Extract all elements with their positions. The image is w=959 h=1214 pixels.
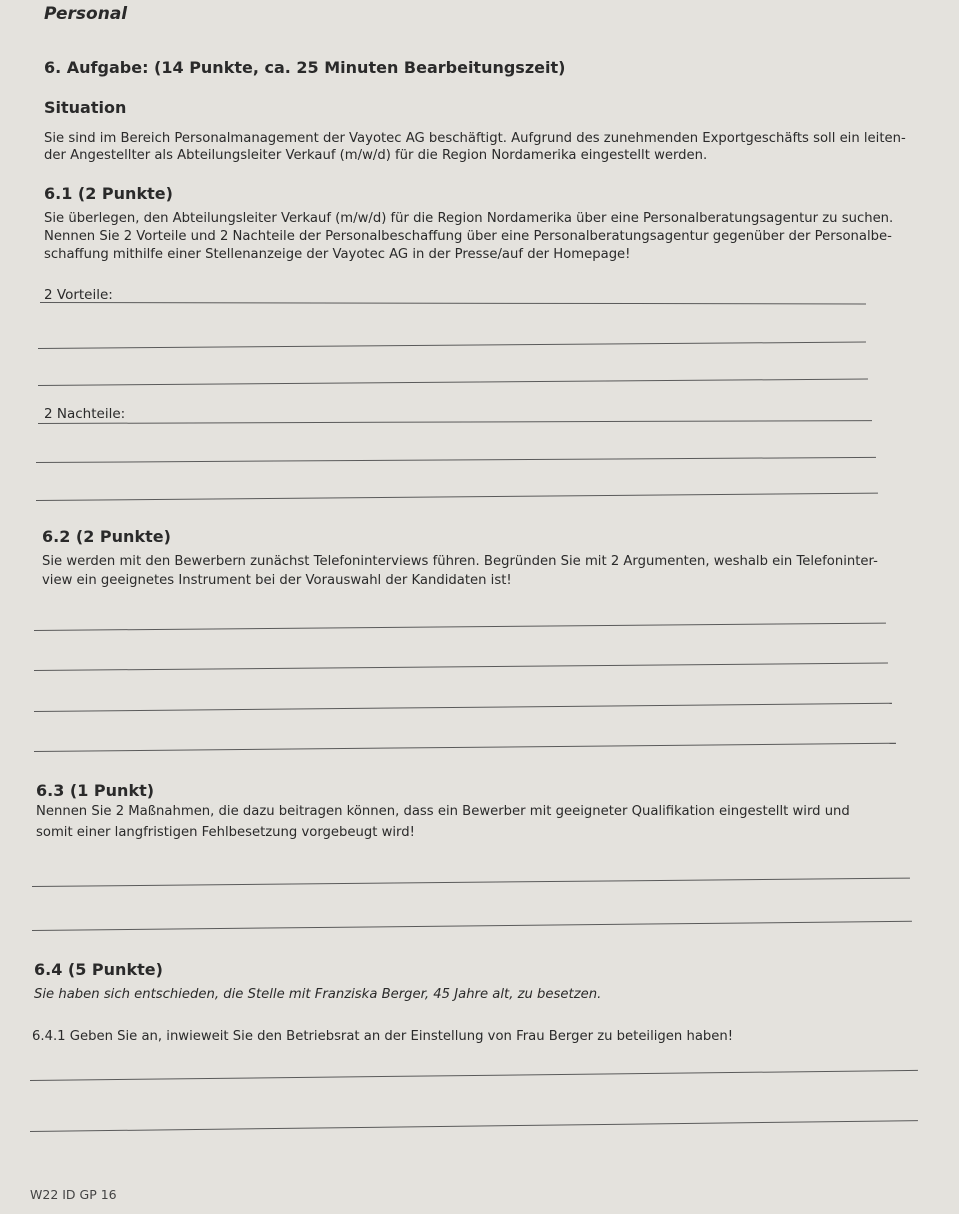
q64-intro: Sie haben sich entschieden, die Stelle mit Franziska Berger, 45 Jahre alt, zu besetzen. <box>34 987 602 1002</box>
answer-line[interactable] <box>32 878 910 887</box>
q64-heading: 6.4 (5 Punkte) <box>34 960 163 979</box>
answer-line[interactable] <box>34 743 896 752</box>
q61-text-line-2: Nennen Sie 2 Vorteile und 2 Nachteile der Personalbeschaffung über eine Personalberatungsagentur gegenüber der Personalbe- <box>44 229 892 244</box>
situation-text-line-2: der Angestellter als Abteilungsleiter Verkauf (m/w/d) für die Region Nordamerika eingestellt werden. <box>44 148 708 163</box>
subject-header: Personal <box>44 4 128 24</box>
answer-line[interactable] <box>38 420 872 424</box>
q62-text-line-1: Sie werden mit den Bewerbern zunächst Telefoninterviews führen. Begründen Sie mit 2 Argumenten, weshalb ein Telefoninter- <box>42 554 878 569</box>
q62-text-line-2: view ein geeignetes Instrument bei der Vorauswahl der Kandidaten ist! <box>42 573 512 588</box>
q61-heading: 6.1 (2 Punkte) <box>44 184 173 203</box>
answer-line[interactable] <box>36 493 878 501</box>
q63-heading: 6.3 (1 Punkt) <box>36 781 155 800</box>
answer-line[interactable] <box>36 457 876 463</box>
answer-line[interactable] <box>34 703 892 712</box>
advantages-label: 2 Vorteile: <box>44 287 113 303</box>
footer-code: W22 ID GP 16 <box>30 1187 117 1202</box>
situation-heading: Situation <box>44 98 127 117</box>
answer-line[interactable] <box>38 341 866 349</box>
disadvantages-label: 2 Nachteile: <box>44 406 126 422</box>
answer-line[interactable] <box>34 623 886 631</box>
task-title: 6. Aufgabe: (14 Punkte, ca. 25 Minuten Bearbeitungszeit) <box>44 58 566 77</box>
q641-text: 6.4.1 Geben Sie an, inwieweit Sie den Betriebsrat an der Einstellung von Frau Berger zu beteiligen haben! <box>32 1029 734 1044</box>
situation-text-line-1: Sie sind im Bereich Personalmanagement der Vayotec AG beschäftigt. Aufgrund des zunehmenden Exportgeschäfts soll ein leiten- <box>44 131 906 146</box>
answer-line[interactable] <box>32 921 912 931</box>
answer-line[interactable] <box>30 1070 918 1081</box>
q63-text-line-2: somit einer langfristigen Fehlbesetzung vorgebeugt wird! <box>36 825 415 840</box>
q61-text-line-1: Sie überlegen, den Abteilungsleiter Verkauf (m/w/d) für die Region Nordamerika über eine Personalberatungsagentur zu suchen. <box>44 211 894 226</box>
q61-text-line-3: schaffung mithilfe einer Stellenanzeige der Vayotec AG in der Presse/auf der Homepage! <box>44 247 631 262</box>
answer-line[interactable] <box>38 378 868 386</box>
answer-line[interactable] <box>30 1120 918 1132</box>
q63-text-line-1: Nennen Sie 2 Maßnahmen, die dazu beitragen können, dass ein Bewerber mit geeigneter Qualifikation eingestellt wird und <box>36 804 850 819</box>
q62-heading: 6.2 (2 Punkte) <box>42 527 171 546</box>
answer-line[interactable] <box>34 663 888 671</box>
answer-line[interactable] <box>40 302 866 304</box>
